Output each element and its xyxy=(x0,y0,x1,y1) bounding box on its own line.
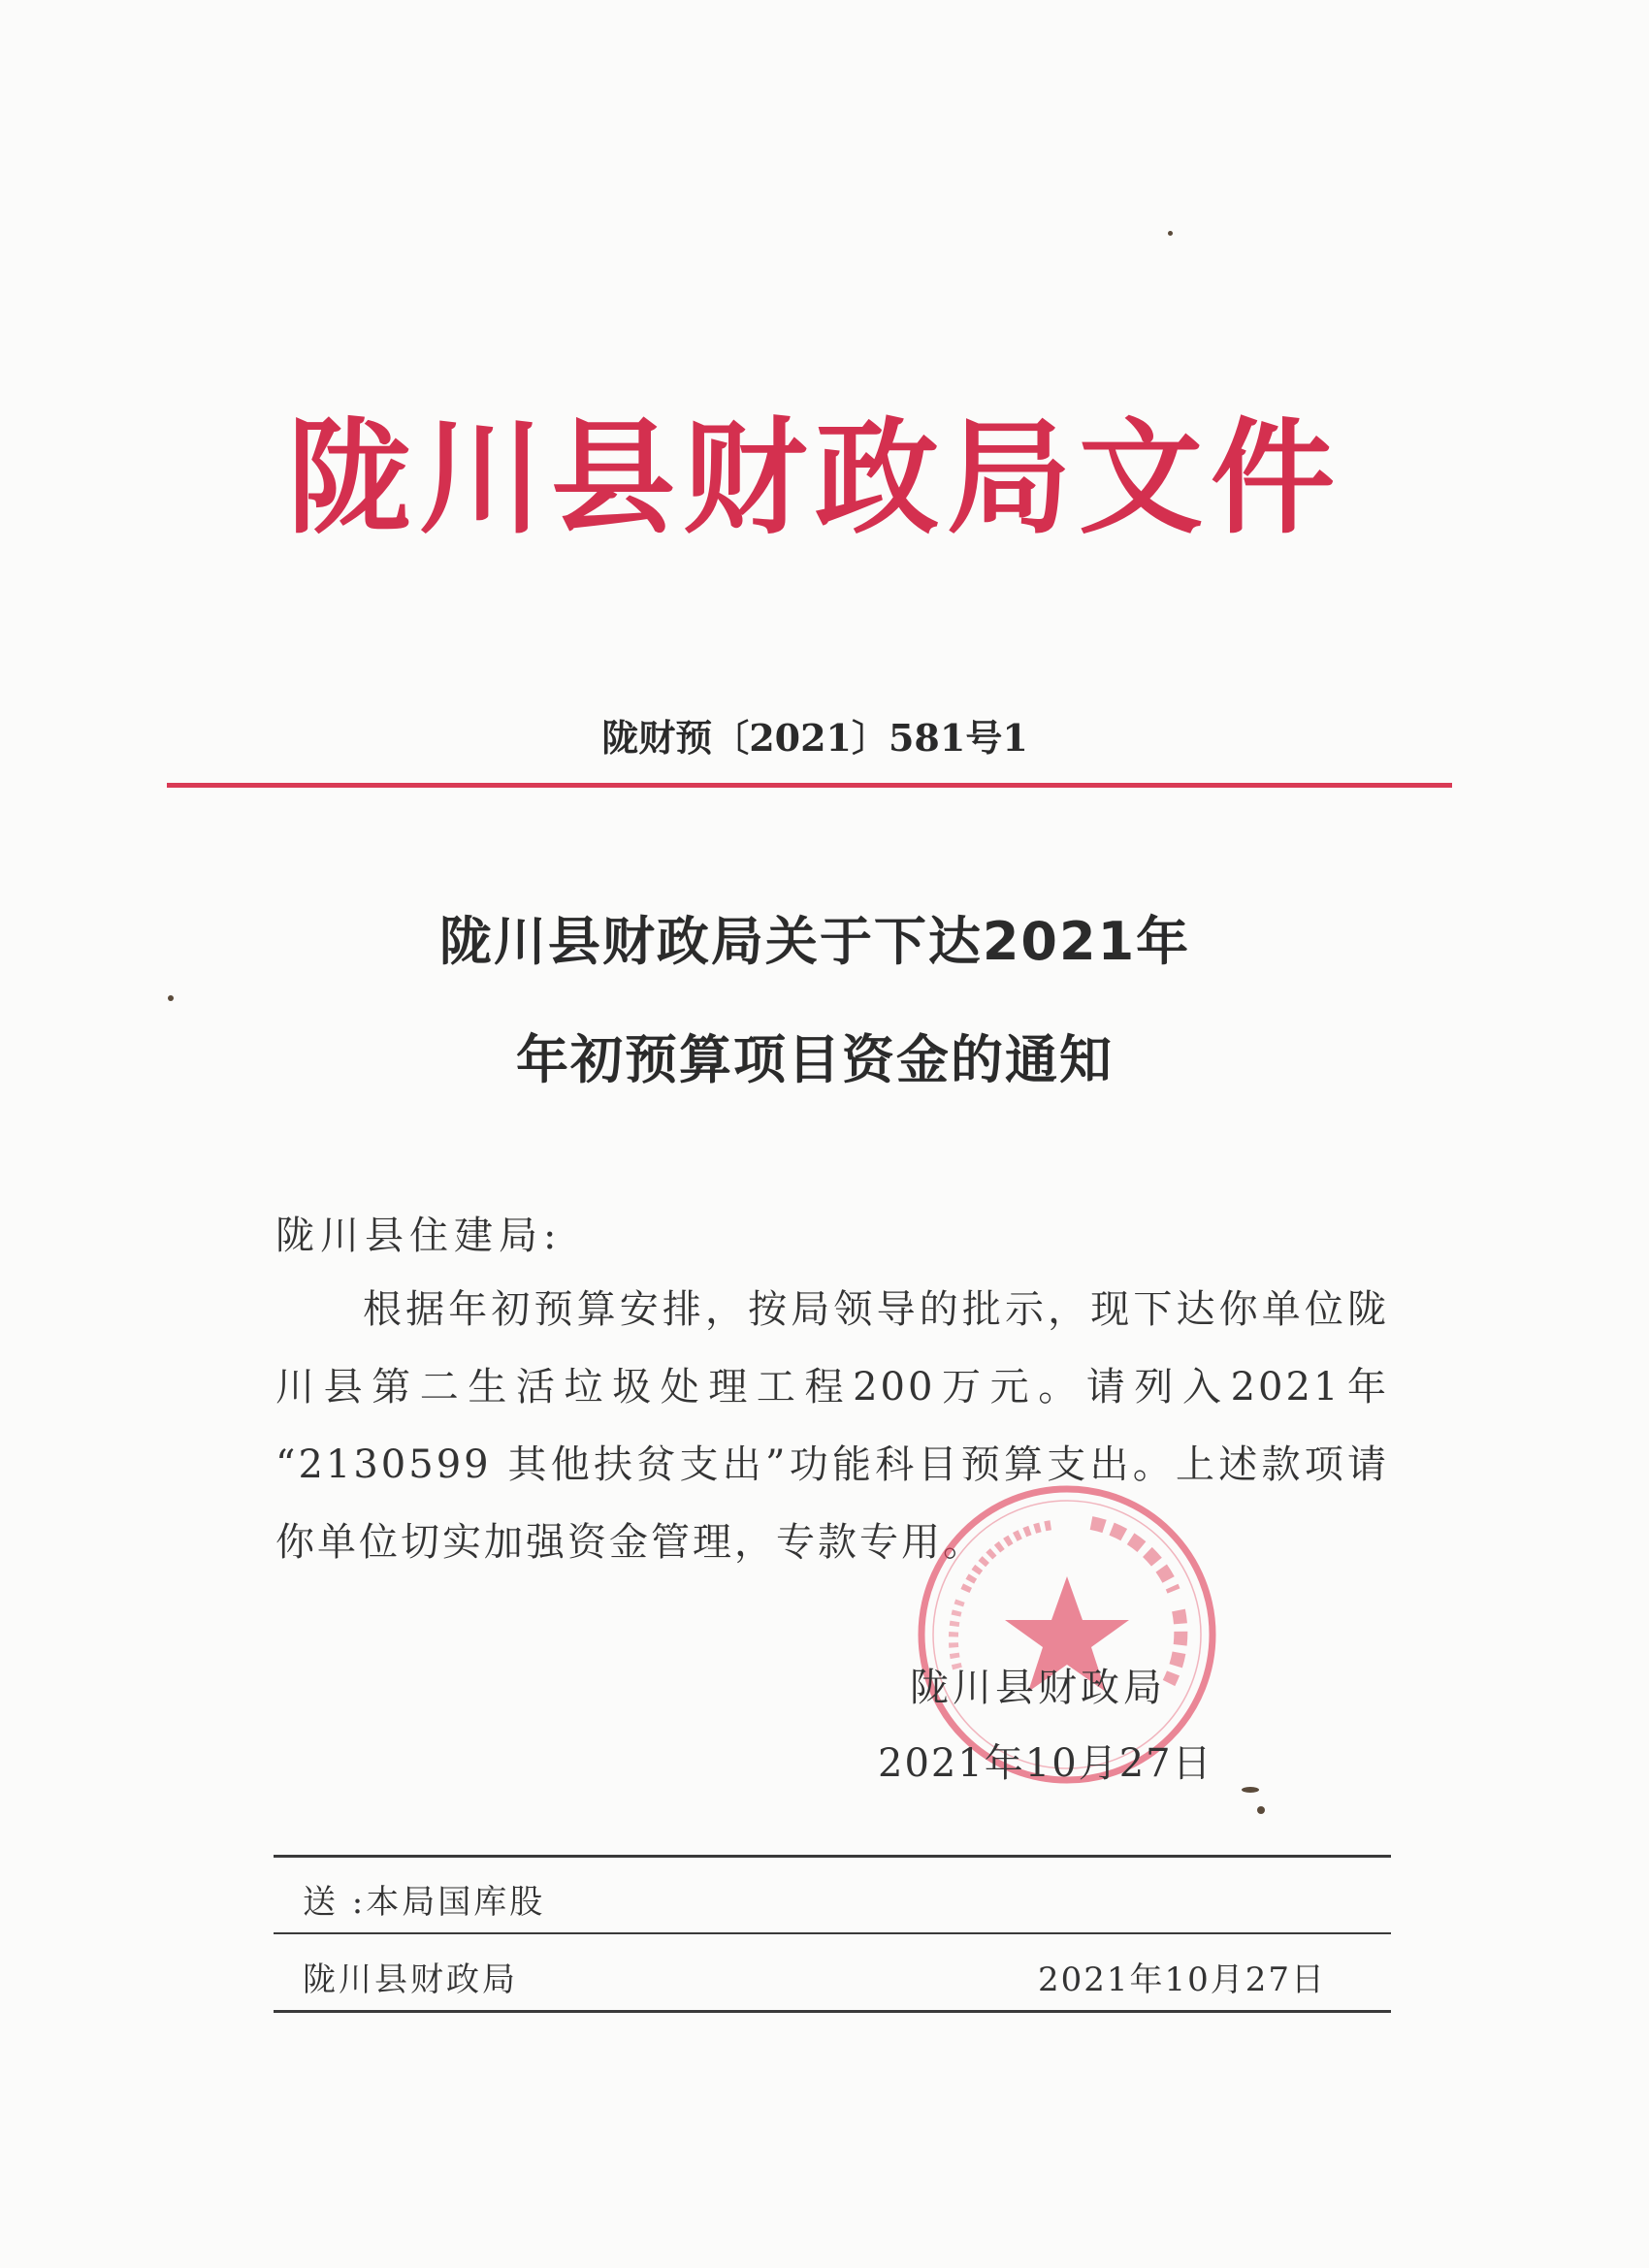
document-number: 陇财预〔2021〕581号1 xyxy=(601,716,1028,760)
scan-speck xyxy=(1242,1787,1259,1793)
body-paragraph-line: 根据年初预算安排，按局领导的批示，现下达你单位陇 xyxy=(363,1287,1389,1332)
red-divider xyxy=(167,783,1452,788)
footer-rule-middle xyxy=(274,1932,1391,1934)
signature-date: 2021年10月27日 xyxy=(878,1741,1213,1786)
document-title-line-1: 陇川县财政局关于下达2021年 xyxy=(438,911,1191,972)
recipient: 陇川县住建局: xyxy=(275,1214,563,1258)
scan-speck xyxy=(168,995,174,1001)
footer-rule-bottom xyxy=(274,2010,1391,2013)
body-paragraph-line: 你单位切实加强资金管理，专款专用。 xyxy=(275,1520,985,1565)
scan-speck xyxy=(1257,1806,1265,1814)
document-title-line-2: 年初预算项目资金的通知 xyxy=(516,1029,1114,1090)
footer-rule-top xyxy=(274,1855,1391,1858)
copy-to-line: 送 :本局国库股 xyxy=(303,1883,546,1922)
masthead-title: 陇川县财政局文件 xyxy=(286,406,1342,551)
body-paragraph-line: “2130599 其他扶贫支出”功能科目预算支出。上述款项请 xyxy=(275,1442,1389,1487)
signature-organization: 陇川县财政局 xyxy=(910,1666,1166,1710)
scan-speck xyxy=(1168,231,1173,236)
body-paragraph-line: 川县第二生活垃圾处理工程200万元。请列入2021年 xyxy=(275,1365,1389,1409)
footer-organization: 陇川县财政局 xyxy=(303,1960,518,1999)
footer-date: 2021年10月27日 xyxy=(1038,1960,1327,1999)
